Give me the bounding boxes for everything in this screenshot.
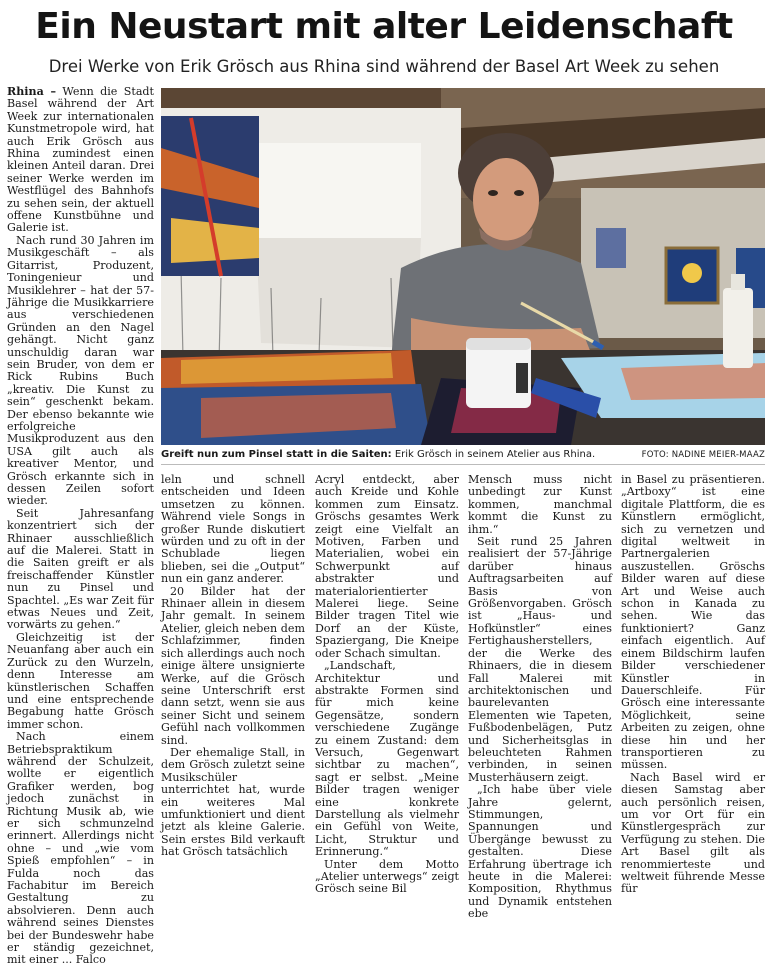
headline: Ein Neustart mit alter Leidenschaft (35, 6, 733, 47)
photo-illustration (161, 88, 765, 445)
photo-caption (161, 448, 765, 465)
paragraph: Nach rund 30 Jahren im Musikgeschäft – als Gitarrist, Produzent, Toningenieur und Musiklehrer – hat der 57-Jährige die Musikkarriere aus verschiedenen Gründen an den Nagel gehängt. Nicht ganz unschuldig daran war sein Bruder, von dem er Rick Rubins Buch „kreativ. Die Kunst zu sein“ geschenkt bekam. Der ebenso bekannte wie erfolgreiche Musikproduzent aus den USA gilt auch als kreativer Mentor, und Grösch erkannte sich in dessen Zeilen sofort wieder. (7, 233, 154, 508)
paragraph: „Ich habe über viele Jahre gelernt, Stimmungen, Spannungen und Übergänge bewusst zu gestalten. Diese Erfahrung übertrage ich heute in die Malerei: Komposition, Rhythmus und Dynamik entstehen ebe (468, 783, 612, 921)
paragraph (7, 86, 154, 235)
subheadline: Drei Werke von Erik Grösch aus Rhina sind während der Basel Art Week zu sehen (48, 57, 720, 76)
dateline: Rhina – (7, 85, 57, 98)
paragraph-text: Wenn die Stadt Basel während der Art Week zur internationalen Kunstmetropole wird, hat auch Erik Grösch aus Rhina zumindest einen kleinen Anteil daran. Drei seiner Werke werden im Westflügel des Bahnhofs zu sehen sein, der aktuell offene Kunstbühne und Galerie ist. (7, 85, 154, 235)
article-photo (161, 88, 765, 445)
paragraph: Nach Basel wird er diesen Samstag aber auch persönlich reisen, um vor Ort für ein Künstlergespräch zur Verfügung zu stehen. Die Art Basel gilt als renommierteste und weltweit führende Messe für (621, 770, 765, 896)
caption-text: Erik Grösch in seinem Atelier aus Rhina. (394, 449, 596, 460)
paragraph: Unter dem Motto „Atelier unterwegs“ zeigt Grösch seine Bil (315, 857, 459, 896)
paragraph: leln und schnell entscheiden und Ideen umsetzen zu können. Während viele Songs in großer Runde diskutiert würden und zu oft in der Schublade liegen blieben, sei die „Output“ nun ein ganz anderer. (161, 473, 305, 586)
article-column-1 (7, 85, 154, 967)
caption-lead: Greift nun zum Pinsel statt in die Saiten: (161, 449, 392, 460)
paragraph: Mensch muss nicht unbedingt zur Kunst kommen, manchmal kommt die Kunst zu ihm.“ (468, 473, 612, 536)
photo-credit: FOTO: NADINE MEIER-MAAZ (641, 450, 765, 460)
article-column-5 (621, 473, 765, 896)
paragraph: Seit rund 25 Jahren realisiert der 57-Jährige darüber hinaus Auftragsarbeiten auf Basis von Größenvorgaben. Grösch ist „Haus- und Hofkünstler“ eines Fertighausherstellers, der die Werke des Rhinaers, die in diesem Fall Malerei mit architektonischen und baurelevanten Elementen wie Tapeten, Fußbodenbelägen, Putz und Sicherheitsglas in beleuchteten Rahmen verbinden, in seinen Musterhäusern zeigt. (468, 535, 612, 784)
article-column-3 (315, 473, 459, 896)
paragraph: Acryl entdeckt, aber auch Kreide und Kohle kommen zum Einsatz. Gröschs gesamtes Werk zeigt eine Vielfalt an Motiven, Farben und Materialien, wobei ein Schwerpunkt auf abstrakter und materialorientierter Malerei liege. Seine Bilder tragen Titel wie Dorf an der Küste, Spaziergang, Die Kneipe oder Schach simultan. (315, 473, 459, 660)
paragraph: Seit Jahresanfang konzentriert sich der Rhinaer ausschließlich auf die Malerei. Statt in die Saiten greift er als freischaffender Künstler nun zu Pinsel und Spachtel. „Es war Zeit für etwas Neues und Zeit, vorwärts zu gehen.“ (7, 506, 154, 632)
paragraph: 20 Bilder hat der Rhinaer allein in diesem Jahr gemalt. In seinem Atelier, gleich neben dem Schlafzimmer, finden sich allerdings auch noch einige ältere unsignierte Werke, auf die Grösch seine Unterschrift erst dann setzt, wenn sie aus seiner Sicht und seinem Gefühl nach vollkommen sind. (161, 584, 305, 747)
article-column-2 (161, 473, 305, 859)
paragraph: „Landschaft, Architektur und abstrakte Formen sind für mich keine Gegensätze, sondern verschiedene Zugänge zu einem Zustand: dem Versuch, Gegenwart sichtbar zu machen“, sagt er selbst. „Meine Bilder tragen weniger eine konkrete Darstellung als vielmehr ein Gefühl von Weite, Licht, Struktur und Erinnerung.“ (315, 659, 459, 859)
paragraph: Nach einem Betriebspraktikum während der Schulzeit, wollte er eigentlich Grafiker werden, bog jedoch zunächst in Richtung Musik ab, wie er sich schmunzelnd erinnert. Allerdings nicht ohne – und „wie vom Spieß empfohlen“ – in Fulda noch das Fachabitur im Bereich Gestaltung zu absolvieren. Denn auch während seines Dienstes bei der Bundeswehr habe er ständig gezeichnet, mit einer ... Falco (7, 730, 154, 967)
paragraph: Gleichzeitig ist der Neuanfang aber auch ein Zurück zu den Wurzeln, denn Interesse am künstlerischen Schaffen und eine entsprechende Begabung hatte Grösch immer schon. (7, 630, 154, 731)
paragraph: Der ehemalige Stall, in dem Grösch zuletzt seine Musikschüler unterrichtet hat, wurde ein weiteres Mal umfunktioniert und dient jetzt als kleine Galerie. Sein erstes Bild verkauft hat Grösch tatsächlich (161, 745, 305, 859)
paragraph: in Basel zu präsentieren. „Artboxy“ ist eine digitale Plattform, die es Künstlern ermöglicht, sich zu vernetzen und digital weltweit in Partnergalerien auszustellen. Gröschs Bilder waren auf diese Art und Weise auch schon in Kanada zu sehen. Wie das funktioniert? Ganz einfach eigentlich. Auf einem Bildschirm laufen Bilder verschiedener Künstler in Dauerschleife. Für Grösch eine interessante Möglichkeit, seine Arbeiten zu zeigen, ohne diese hin und her transportieren zu müssen. (621, 473, 765, 772)
article-column-4 (468, 473, 612, 921)
